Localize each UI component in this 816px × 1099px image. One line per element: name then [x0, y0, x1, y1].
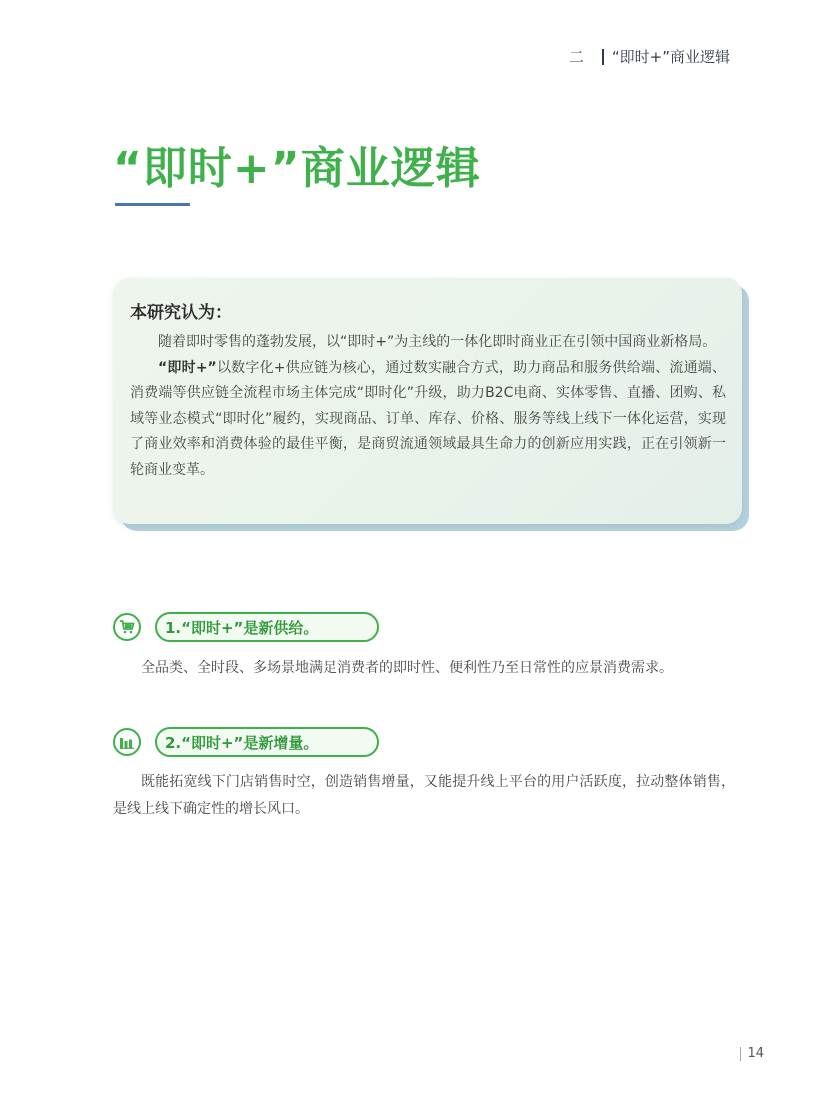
- section-1-pill: [155, 612, 379, 642]
- title-underline: [115, 203, 190, 206]
- page-number-divider: [740, 1047, 741, 1061]
- running-header: [569, 46, 730, 67]
- bar-chart-icon: [113, 728, 141, 756]
- summary-card: [114, 278, 742, 524]
- section-2-paragraph: 既能拓宽线下门店销售时空，创造销售增量，又能提升线上平台的用户活跃度，拉动整体销售，是线上线下确定性的增长风口。: [113, 774, 735, 817]
- card-paragraph-1: 随着即时零售的蓬勃发展，以“即时+”为主线的一体化即时商业正在引领中国商业新格局。: [158, 334, 717, 350]
- card-paragraph-2-text: 以数字化+供应链为核心，通过数实融合方式，助力商品和服务供给端、流通端、消费端等供应链全流程市场主体完成“即时化”升级，助力B2C电商、实体零售、直播、团购、私域等业态模式“即时化”履约，实现商品、订单、库存、价格、服务等线上线下一体化运营，实现了商业效率和消费体验的最佳平衡，是商贸流通领域最具生命力的创新应用实践，正在引领新一轮商业变革。: [130, 359, 726, 478]
- cart-icon: [113, 613, 141, 641]
- card-heading: 本研究认为：: [130, 303, 232, 323]
- page-number: [740, 1046, 764, 1061]
- section-number: 二: [568, 48, 586, 66]
- section-title: “即时+”商业逻辑: [611, 48, 730, 66]
- section-1-title: 1.“即时+”是新供给。: [165, 618, 319, 637]
- section-2-title: 2.“即时+”是新增量。: [165, 733, 319, 752]
- card-paragraph-2: [130, 356, 726, 484]
- section-1-text: [113, 655, 735, 682]
- page-number-value: 14: [747, 1046, 764, 1061]
- header-divider: [602, 49, 604, 65]
- section-1-header: [113, 612, 379, 642]
- page-title: “即时+”商业逻辑: [113, 143, 481, 194]
- card-paragraph-2-bold: “即时+”: [158, 359, 217, 376]
- section-1-paragraph: 全品类、全时段、多场景地满足消费者的即时性、便利性乃至日常性的应景消费需求。: [141, 660, 673, 676]
- card-body: [130, 330, 726, 483]
- section-2-text: [113, 769, 735, 823]
- section-2-header: [113, 727, 379, 757]
- section-2-pill: [155, 727, 379, 757]
